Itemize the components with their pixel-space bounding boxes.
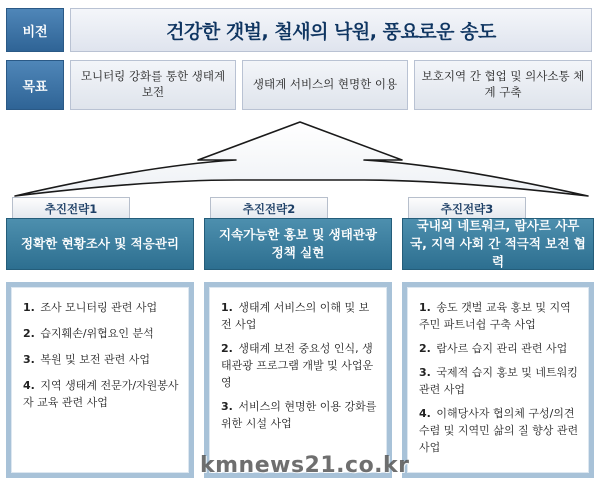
strategy-title-1: 정확한 현황조사 및 적응관리 <box>6 218 194 270</box>
strategy-2-item-1: 1. 생태계 서비스의 이해 및 보전 사업 <box>221 301 370 331</box>
strategy-1-item-2: 2. 습지훼손/위협요인 분석 <box>23 327 154 340</box>
strategy-panel-1 <box>6 282 194 478</box>
strategy-1-item-4: 4. 지역 생태계 전문가/자원봉사자 교육 관련 사업 <box>23 379 179 409</box>
strategy-2-item-2: 2. 생태계 보전 중요성 인식, 생태관광 프로그램 개발 및 사업운영 <box>221 342 374 389</box>
goal-item-2: 생태계 서비스의 현명한 이용 <box>242 60 408 110</box>
vision-label: 비전 <box>6 8 64 52</box>
strategy-2-item-3: 3. 서비스의 현명한 이용 강화를 위한 시설 사업 <box>221 400 377 430</box>
strategy-3-item-2: 2. 람사르 습지 관리 관련 사업 <box>419 342 568 355</box>
goal-label: 목표 <box>6 60 64 110</box>
strategy-tag-3: 추진전략3 <box>408 197 526 219</box>
strategy-panel-2 <box>204 282 392 478</box>
vision-statement: 건강한 갯벌, 철새의 낙원, 풍요로운 송도 <box>70 8 592 52</box>
strategy-1-item-1: 1. 조사 모니터링 관련 사업 <box>23 301 158 314</box>
strategy-3-item-1: 1. 송도 갯벌 교육 홍보 및 지역주민 파트너쉽 구축 사업 <box>419 301 571 331</box>
goal-item-1: 모니터링 강화를 통한 생태계 보전 <box>70 60 236 110</box>
strategy-panel-3 <box>402 282 594 478</box>
goal-item-3: 보호지역 간 협업 및 의사소통 체계 구축 <box>414 60 592 110</box>
strategy-title-3: 국내외 네트워크, 람사르 사무국, 지역 사회 간 적극적 보전 협력 <box>402 218 594 270</box>
strategy-3-item-3: 3. 국제적 습지 홍보 및 네트워킹 관련 사업 <box>419 366 578 396</box>
strategy-3-item-4: 4. 이해당사자 협의체 구성/의견 수렴 및 지역민 삶의 질 향상 관련 사업 <box>419 407 579 454</box>
strategy-title-2: 지속가능한 홍보 및 생태관광 정책 실현 <box>204 218 392 270</box>
arrow-shape <box>15 122 588 196</box>
strategy-1-item-3: 3. 복원 및 보전 관련 사업 <box>23 353 150 366</box>
strategy-tag-2: 추진전략2 <box>210 197 328 219</box>
watermark: kmnews21.co.kr <box>200 453 410 478</box>
strategy-tag-1: 추진전략1 <box>12 197 130 219</box>
